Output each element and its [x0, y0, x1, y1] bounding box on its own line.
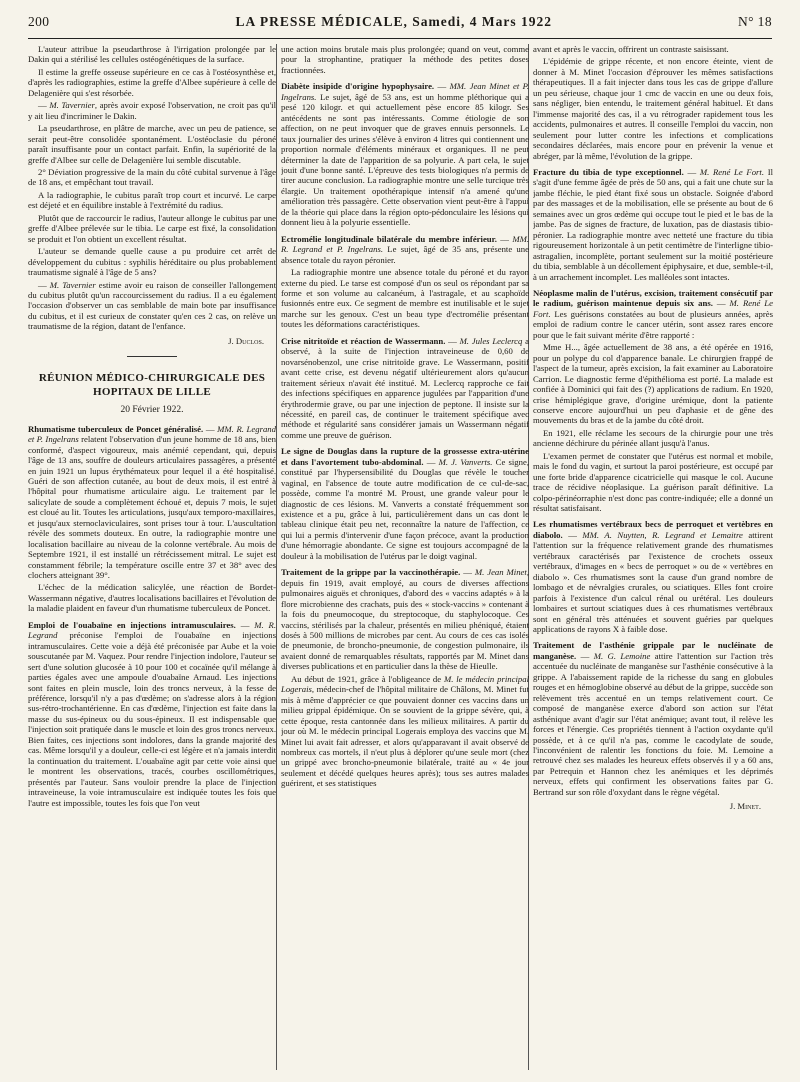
author: M. R. Legrand	[28, 619, 276, 641]
article-heading: Le signe de Douglas dans la rupture de la grossesse extra-utérine et dans l'avortement tubo-abdominal.	[281, 446, 529, 467]
paragraph: Plutôt que de raccourcir le radius, l'auteur allonge le cubitus par une greffe d'Albee prélevée sur le tibia. Le carpe est fixé, la consolidation se produit et l'on obtient un excellent résultat.	[28, 212, 276, 244]
article: Les rhumatismes vertébraux becs de perroquet et vertèbres en diabolo. — MM. A. Nuytten, R. Legrand et Lemaitre attirent l'attention sur la fréquence relativement grande des rhumatismes vertébraux caractérisés par l'existence de crochets osseux vertébraux, d'images en « becs de perroquet » ou de « vertèbres en diabolo ». Ces rhumatismes sont la cause d'un grand nombre de lombago et de névralgies crurales, ou sciatiques. Elles font croire parfois à l'existence d'un calcul rénal ou urétéral. Les douleurs lombaires et surtout sciatiques dues à ces rhumatismes vertébraux sont en général très atténuées et souvent guéries par quelques applications de rayons X à faible dose.	[533, 519, 773, 635]
column-2	[281, 44, 529, 1070]
article: Diabète insipide d'origine hypophysaire. — MM. Jean Minet et P. Ingelrans. Le sujet, âgé de 53 ans, est un homme pléthorique qui a pesé 120 kilogr. et qui actuellement pèse encore 85 kilogr. Ses antécédents ne sont pas intéressants. Comme étiologie de son affection, on ne peut invoquer que de graves ennuis personnels. Le taux journalier des urines s'élève à environ 4 litres qui contiennent une proportion normale d'éléments minéraux et organiques. Il ne peut déterminer la date de l'apparition de sa polyurie. A part cela, le sujet jouit d'une bonne santé. L'épreuve des tests biologiques n'a permis de tirer aucune conclusion. La radiographie montre une selle turcique très élargie. Un traitement opothérapique intensif n'a amené qu'une amélioration très passagère. Cette observation vient peut-être à l'appui de la théorie qui place dans la région opto-pédonculaire les lésions qui donnent lieu à la polyurie essentielle.	[281, 81, 529, 228]
paragraph: une action moins brutale mais plus prolongée; quand on veut, comme pour la strophantine, pratiquer la méthode des petites doses fractionnées.	[281, 44, 529, 75]
article-heading: Emploi de l'ouabaïne en injections intramusculaires.	[28, 619, 236, 630]
text: estime avoir eu raison de conseiller l'allongement du cubitus plutôt qu'un raccourcissement du radius. Il a eu également l'occasion d'observer un cas semblable de main bote par insuffisance du cubitus, et il est curieux de constater qu'en ces 2 cas, on relève un traumatisme de la région, datant de l'enfance.	[28, 279, 276, 332]
article-heading: Fracture du tibia de type exceptionnel.	[533, 166, 684, 177]
issue-number: N° 18	[737, 14, 772, 29]
paragraph: L'auteur se demande quelle cause a pu produire cet arrêt de développement du cubitus : syphilis héréditaire ou plus probablement traumatisme signalé à l'âge de 5 ans?	[28, 246, 276, 278]
separator	[127, 356, 177, 357]
author: M. G. Lemoine	[593, 650, 651, 661]
article-heading: Diabète insipide d'origine hypophysaire.	[281, 81, 435, 92]
section-title: RÉUNION MÉDICO-CHIRURGICALE DES HOPITAUX DE LILLE	[38, 372, 266, 399]
paragraph: La radiographie montre une absence totale du péroné et du rayon externe du pied. Le tarse est composé d'un os seul os répondant par sa forme et son volume au calcanéum, à l'astragale, et au scaphoïde fusionnés entre eux. Ce segment de membre est inutilisable et le sujet marche sur les genoux. C'est un beau type d'ectromélie présentant toutes les déformations caractéristiques.	[281, 267, 529, 330]
article: Traitement de la grippe par la vaccinothérapie. — M. Jean Minet, depuis fin 1919, avait employé, au cours de diverses affections pulmonaires aiguës et chroniques, d'abord des « vaccins adaptés » à la flore microbienne des crachats, puis des « stock-vaccins » contenant à la fois du pneumocoque, du streptocoque, du staphylocoque. Ces vaccins, stérilisés par la chaleur, présentés en milieu phéniqué, étaient dosés à 500 millions de microbes par cent. Au cours de ces cas isolés de pneumonie, de broncho-pneumonie, de congestion pulmonaire, ils avaient donné de remarquables résultats, rapportés par M. Minet dans diverses publications et en particulier dans la thèse de Hieulle.	[281, 567, 529, 672]
column-divider	[276, 44, 277, 1070]
paragraph: La pseudarthrose, en plâtre de marche, avec un peu de patience, se serait peut-être consolidée spontanément. L'ostéoclasie du péroné paraît insuffisante pour un contact parfait. Enfin, la supériorité de la greffe d'Albee sur celle de Delagenière lui semble discutable.	[28, 123, 276, 165]
paragraph	[281, 674, 529, 789]
article: Le signe de Douglas dans la rupture de la grossesse extra-utérine et dans l'avortement tubo-abdominal. — M. J. Vanverts. Ce signe, constitué par l'hypersensibilité du Douglas que révèle le toucher vaginal, en l'absence de toute autre modification de ce cul-de-sac, possède, comme l'a montré M. Proust, une grande valeur pour le diagnostic de ces lésions. M. Vanverts a constaté fréquemment son existence et a pu, grâce à lui, particulièrement dans un cas dont le tableau clinique était peu net, reconnaître la nature de l'affection, ce qui lui a permis d'intervenir d'une façon précoce, avant la production d'une hémorragie abondante. Ce signe est toujours accompagné de la douleur à la mobilisation de l'utérus par le doigt vaginal.	[281, 446, 529, 561]
text: Au début de 1921, grâce à l'obligeance de	[291, 673, 444, 684]
column-3	[533, 44, 773, 1070]
header-rule	[28, 38, 772, 39]
author: MM. R. Legrand et P. Ingelrans	[28, 423, 276, 445]
article-heading: Les rhumatismes vertébraux becs de perroquet et vertèbres en diabolo.	[533, 519, 773, 540]
article: Rhumatisme tuberculeux de Poncet généralisé. — MM. R. Legrand et P. Ingelrans relatent l'observation d'un jeune homme de 18 ans, bien conformé, d'aspect vigoureux, mais anémié cependant, qui, depuis l'âge de 13 ans, souffre de douleurs articulaires passagères, a présenté en juin 1921 un lupus érythémateux pour lequel il a été hospitalisé. Guéri de son affection cutanée, au bout de deux mois, il est entré à l'hôpital pour rhumatisme articulaire aigu. Le traitement par le salicylate de soude a complètement échoué et, depuis 7 mois, le sujet est cloué au lit. Toutes les articulations, jusqu'aux temporo-maxillaires, et jusqu'aux sternoclaviculaires, sont prises tour à tour. L'auscultation révèle des sommets douteux. En outre, la radiographie montre une localisation bacillaire au niveau de la colonne vertébrale. Au mois de Septembre 1921, il est installé un rétrécissement mitral. Le sujet est constamment fébrile; la température oscille entre 37 et 38° avec des clochers atteignant 39°.	[28, 423, 276, 581]
paragraph: A la radiographie, le cubitus paraît trop court et incurvé. Le carpe est déjeté et en équilibre instable à l'extrémité du radius.	[28, 189, 276, 211]
article-heading: Crise nitritoïde et réaction de Wassermann.	[281, 335, 446, 346]
text: a observé, à la suite de l'injection intraveineuse de 0,60 de novarsénobenzol, une crise nitritoïde grave. Le Wassermann, positif avant cette crise, est devenu négatif ultérieurement alors qu'aucun traitement sérieux n'avait été institué. M. Leclercq rapproche ce fait des infections spécifiques en apparence jugulées par l'apparition d'une érythrodermie grave, ou par une injection de peptone. Il insiste sur la nécessité, en pareil cas, de continuer le traitement spécifique avec méthode et régularité sans considérer jamais un Wassermann négatif comme une preuve de guérison.	[281, 335, 529, 440]
author: M. Jules Leclercq	[459, 335, 523, 346]
author: M. René Le Fort.	[699, 166, 765, 177]
paragraph: L'épidémie de grippe récente, et non encore éteinte, vient de donner à M. Minet l'occasion d'éprouver les mêmes satisfactions thérapeutiques. Il a fait injecter dans tous les cas de grippe d'allure un peu sérieuse, chaque jour 1 cmc de vaccin en une ou deux fois, sans négliger, bien entendu, le traitement général habituel. Et dans l'immense majorité des cas, il a vu rétrograder rapidement tous les accidents, pulmonaires et autres. Il conseille l'emploi du vaccin, non seulement pour lutter contre les infections et complications secondaires déclarées, mais encore pour en prévenir la venue et abréger, par là même, l'évolution de la grippe.	[533, 56, 773, 161]
masthead: LA PRESSE MÉDICALE, Samedi, 4 Mars 1922	[235, 14, 552, 29]
paragraph: — M. Tavernier estime avoir eu raison de conseiller l'allongement du cubitus plutôt qu'un raccourcissement du radius. Il a eu également l'occasion d'observer un cas semblable de main bote par insuffisance du cubitus, et il est curieux de constater qu'en ces 2 cas, on relève un traumatisme de la région, datant de l'enfance.	[28, 279, 276, 332]
paragraph: 2° Déviation progressive de la main du côté cubital survenue à l'âge de 18 ans, et empêchant tout travail.	[28, 166, 276, 188]
article-heading: Traitement de la grippe par la vaccinothérapie.	[281, 567, 461, 578]
author: M. le médecin principal Logerais	[281, 673, 529, 695]
page-number: 200	[28, 14, 50, 29]
author: MM. A. Nuytten, R. Legrand et Lemaitre	[582, 529, 743, 540]
article-heading: Rhumatisme tuberculeux de Poncet généralisé.	[28, 423, 204, 434]
text: relatent l'observation d'un jeune homme de 18 ans, bien conformé, d'aspect vigoureux, mais anémié cependant, qui, depuis l'âge de 13 ans, souffre de douleurs articulaires passagères, a présenté en juin 1921 un lupus érythémateux pour lequel il a été hospitalisé. Guéri de son affection cutanée, au bout de deux mois, il est entré à l'hôpital pour rhumatisme articulaire aigu. Le traitement par le salicylate de soude a complètement échoué et, depuis 7 mois, le sujet est cloué au lit. Toutes les articulations, jusqu'aux temporo-maxillaires, et jusqu'aux sternoclaviculaires, sont prises tour à tour. L'auscultation révèle des sommets douteux. En outre, la radiographie montre une localisation bacillaire au niveau de la colonne vertébrale. Au mois de Septembre 1921, il est installé un rétrécissement mitral. Le sujet est constamment fébrile; la température oscille entre 37 et 38° avec des clochers atteignant 39°.	[28, 434, 276, 581]
text: , après avoir exposé l'observation, ne croit pas qu'il y ait lieu d'incriminer le Dakin.	[28, 100, 276, 121]
column-1	[28, 44, 276, 1070]
text: attirent l'attention sur la fréquence relativement grande des rhumatismes vertébraux caractérisés par l'existence de crochets osseux vertébraux, d'images en « becs de perroquet » ou de « vertèbres en diabolo ». Ces rhumatismes sont la cause d'un grand nombre de lombago et de névralgies crurales, ou sciatiques. Elles font croire parfois à l'existence d'un calcul rénal ou urétéral. Les douleurs lombaires et surtout sciatiques dues à ces rhumatismes vertébraux sont en général très atténuées et souvent guéries par quelques applications de rayons X à faible dose.	[533, 529, 773, 635]
text: Ce signe, constitué par l'hypersensibilité du Douglas que révèle le toucher vaginal, en l'absence de toute autre modification de ce cul-de-sac, possède, comme l'a montré M. Proust, une grande valeur pour le diagnostic de ces lésions. M. Vanverts a constaté fréquemment son existence et a pu, grâce à lui, particulièrement dans un cas dont le tableau clinique était peu net, reconnaître la nature de l'affection, ce qui lui a permis d'intervenir d'une façon précoce, avant la production d'une hémorragie abondante. Ce signe est toujours accompagné de la douleur à la mobilisation de l'utérus par le doigt vaginal.	[281, 456, 529, 561]
paragraph: Il estime la greffe osseuse supérieure en ce cas à l'ostéosynthèse et, d'après les radiographies, estime la greffe d'Albee supérieure à celle de Delagenière qui s'est résorbée.	[28, 66, 276, 98]
article-heading: Néoplasme malin de l'utérus, excision, traitement consécutif par le radium, guérison maintenue depuis six ans.	[533, 287, 773, 309]
author: MM. Jean Minet et P. Ingelrans.	[281, 81, 529, 102]
paragraph: En 1921, elle réclame les secours de la chirurgie pour une très ancienne déchirure du périnée allant jusqu'à l'anus.	[533, 427, 773, 449]
article-heading: Ectromélie longitudinale bilatérale du membre inférieur.	[281, 233, 497, 244]
signature: J. Minet.	[729, 801, 761, 812]
article: Emploi de l'ouabaïne en injections intramusculaires. — M. R. Legrand préconise l'emploi de l'ouabaïne en injections intramusculaires. Cette voie a déjà été préconisée par Aube et la voie souscutanée par M. Vaquez. Pour rendre l'injection indolore, l'auteur se sert d'une solution glucosée à 10 pour 100 et cocaïnée qu'il mélange à parties égales avec une ampoule d'ouabaïne Arnaud. Les injections sont faites en plein muscle, loin des troncs nerveux, à la fesse de préférence, lorsqu'il n'y a pas d'œdème; on s'adresse alors à la région sus-rétro-trochantérienne. En cas d'œdème, l'injection est faite dans la masse du sus-épineux ou du sous-épineux. Il est indispensable que l'injection soit pratiquée dans le muscle et loin des gros troncs nerveux. Bien faites, ces injections sont indolores, dans la grande majorité des cas. Même lorsqu'il y a douleur, celle-ci est légère et n'a jamais interdit la continuation du traitement. L'ouabaïne agit par cette voie ainsi que le montrent les observations, tracés, courbes oscillométriques, présentés par l'auteur. Sans vouloir prendre la place de l'injection intraveineuse, la voie intramusculaire est indiquée toutes les fois que l'autre est impossible, toutes les fois que l'on veut	[28, 619, 276, 808]
paragraph: — M. Tavernier, après avoir exposé l'observation, ne croit pas qu'il y ait lieu d'incriminer le Dakin.	[28, 100, 276, 121]
article: Crise nitritoïde et réaction de Wassermann. — M. Jules Leclercq a observé, à la suite de l'injection intraveineuse de 0,60 de novarsénobenzol, une crise nitritoïde grave. Le Wassermann, positif avant cette crise, est devenu négatif ultérieurement alors qu'aucun traitement sérieux n'avait été institué. M. Leclercq rapproche ce fait des infections spécifiques en apparence jugulées par l'apparition d'une érythrodermie grave, ou par une injection de peptone. Il insiste sur la nécessité, en pareil cas, de continuer le traitement spécifique avec méthode et régularité sans considérer jamais un Wassermann négatif comme une preuve de guérison.	[281, 335, 529, 440]
text: préconise l'emploi de l'ouabaïne en injections intramusculaires. Cette voie a déjà été préconisée par Aube et la voie souscutanée par M. Vaquez. Pour rendre l'injection indolore, l'auteur se sert d'une solution glucosée à 10 pour 100 et cocaïnée qu'il mélange à parties égales avec une ampoule d'ouabaïne Arnaud. Les injections sont faites en plein muscle, loin des troncs nerveux, à la fesse de préférence, lorsqu'il n'y a pas d'œdème; on s'adresse alors à la région sus-rétro-trochantérienne. En cas d'œdème, l'injection est faite dans la masse du sus-épineux ou du sous-épineux. Il est indispensable que l'injection soit pratiquée dans le muscle et loin des gros troncs nerveux. Bien faites, ces injections sont indolores, dans la grande majorité des cas. Même lorsqu'il y a douleur, celle-ci est légère et n'a jamais interdit la continuation du traitement. L'ouabaïne agit par cette voie ainsi que le montrent les observations, tracés, courbes oscillométriques, présentés par l'auteur. Sans vouloir prendre la place de l'injection intraveineuse, la voie intramusculaire est indiquée toutes les fois que l'autre est impossible, toutes les fois que l'on veut	[28, 630, 276, 808]
author: MM. R. Legrand et P. Ingelrans.	[281, 233, 529, 255]
text: , depuis fin 1919, avait employé, au cours de diverses affections pulmonaires aiguës et chroniques, d'abord des « vaccins adaptés » à la flore microbienne des crachats, puis des « stock-vaccins » contenant à la fois du pneumocoque, du streptocoque, du staphylocoque. Ces vaccins, stérilisés par la chaleur, présentés en milieu phéniqué, étaient dosés à 500 millions de microbes par cent. Au cours de ces cas isolés de pneumonie, de broncho-pneumonie, de congestion pulmonaire, ils avaient donné de remarquables résultats, rapportés par M. Minet dans diverses publications et en particulier dans la thèse de Hieulle.	[281, 567, 529, 672]
article: Néoplasme malin de l'utérus, excision, traitement consécutif par le radium, guérison maintenue depuis six ans. — M. René Le Fort. Les guérisons constatées au bout de plusieurs années, après emploi de radium contre le cancer utérin, sont assez rares encore pour que le fait suivant mérite d'être rapporté :	[533, 287, 773, 340]
section-date: 20 Février 1922.	[120, 405, 184, 416]
article: Traitement de l'asthénie grippale par le nucléinate de manganèse. — M. G. Lemoine attire l'attention sur l'action très accentuée du nucléinate de manganèse sur l'asthénie consécutive à la grippe. A l'abaissement rapide de la richesse du sang en globules rouges et en hémoglobine observé au début de la grippe, succède son relèvement très accentué en un temps relativement court. Ce composé de manganèse exerce d'abord son action sur l'état asthénique avant d'agir sur l'état anémique; avant tout, il relève les forces et l'énergie. Ces propriétés tiennent à l'action oxydante qu'il possède, et à ce qu'il n'a pas, comme le cacodylate de soude, l'inconvénient de ralentir les fonctions du foie. M. Lemoine a retrouvé chez ses malades les heureux effets observés il y a 60 ans, par Petrequin et Hannon chez les anémiques et les déprimés nerveux, effets qui confirment les observations faites par G. Bertrand sur son rôle d'oxydant dans le règne végétal.	[533, 640, 773, 797]
paragraph: L'examen permet de constater que l'utérus est normal et mobile, mais le fond du vagin, et surtout la paroi postérieure, est occupé par une forte bride d'apparence cicatricielle qui masque le col. Aucune trace de récidive néoplasique. La guérison paraît définitive. La colpo-périnéorraphie n'est donc pas contre-indiquée; elle a donné un résultat satisfaisant.	[533, 450, 773, 514]
text: , médecin-chef de l'hôpital militaire de Châlons, M. Minet fut mis à même d'apprécier ce que pouvaient donner ces vaccins dans un milieu grippal épidémique. On se souvient de la grippe sévère, qui, à cette époque, resta cantonnée dans les milieux militaires. A partir du jour où M. le médecin principal Logerais employa des vaccins que M. Minet lui avait fait adresser, et alors qu'apparavant il avait observé de nombreux cas mortels, il n'eut plus à déplorer qu'une seule mort (chez un grippé avec broncho-pneumonie bilatérale, traité au « 4e jour seulement et décédé quelques heures après); tous ses autres malades guérirent, et ses statistiques	[281, 684, 529, 789]
author: M. Tavernier	[49, 100, 95, 111]
author: M. Tavernier	[49, 279, 96, 290]
paragraph: L'échec de la médication salicylée, une réaction de Bordet-Wassermann négative, d'autres localisations bacillaires et l'évolution de la maladie plaident en faveur d'un rhumatisme tuberculeux de Poncet.	[28, 582, 276, 614]
author: M. J. Vanverts.	[438, 456, 493, 467]
text: Il s'agit d'une femme âgée de près de 50 ans, qui a fait une chute sur la jambe fléchie, le pied étant fixé sous un obstacle. Soignée d'abord par des massages et de la mobilisation, elle se présente au bout de 6 semaines avec un gros œdème qui occupe tout le pied et le bas de la jambe. Pas de signes de fracture, de luxation, pas de diastasis tibio-péronier. La radiographie montre avec netteté une fracture du tibia rigoureusement horizontale à un petit centimètre de l'interligne tibio-astragalien, incomplète, portant seulement sur la moitié postérieure du tibia, semblable à un décollement épiphysaire, et due, semble-t-il, à un arrachement incomplet. Les malléoles sont intactes.	[533, 166, 773, 282]
text: Le sujet, âgé de 35 ans, présente une absence totale du rayon péronier.	[281, 244, 529, 265]
text: attire l'attention sur l'action très accentuée du nucléinate de manganèse sur l'asthénie consécutive à la grippe. A l'abaissement rapide de la richesse du sang en globules rouges et en hémoglobine observé au début de la grippe, succède son relèvement très accentué en un temps relativement court. Ce composé de manganèse exerce d'abord son action sur l'état asthénique avant d'agir sur l'état anémique; avant tout, il relève les forces et l'énergie. Ces propriétés tiennent à l'action oxydante qu'il possède, et à ce qu'il n'a pas, comme le cacodylate de soude, l'inconvénient de ralentir les fonctions du foie. M. Lemoine a retrouvé chez ses malades les heureux effets observés il y a 60 ans, par Petrequin et Hannon chez les anémiques et les déprimés nerveux, effets qui confirment les observations faites par G. Bertrand sur son rôle d'oxydant dans le règne végétal.	[533, 650, 773, 797]
text: Le sujet, âgé de 53 ans, est un homme pléthorique qui a pesé 120 kilogr. et qui actuellement pèse encore 85 kilogr. Ses antécédents ne sont pas intéressants. Comme étiologie de son affection, on ne peut invoquer que de graves ennuis personnels. Le taux journalier des urines s'élève à environ 4 litres qui contiennent une proportion normale d'éléments minéraux et organiques. Il ne peut déterminer la date de l'apparition de sa polyurie. A part cela, le sujet jouit d'une bonne santé. L'épreuve des tests biologiques n'a permis de tirer aucune conclusion. La radiographie montre une selle turcique très élargie. Un traitement opothérapique intensif n'a amené qu'une amélioration très passagère. Cette observation vient peut-être à l'appui de la théorie qui place dans la région opto-pédonculaire les lésions qui donnent lieu à la polyurie essentielle.	[281, 91, 529, 228]
article: Fracture du tibia de type exceptionnel. — M. René Le Fort. Il s'agit d'une femme âgée de près de 50 ans, qui a fait une chute sur la jambe fléchie, le pied étant fixé sous un obstacle. Soignée d'abord par des massages et de la mobilisation, elle se présente au bout de 6 semaines avec un gros œdème qui occupe tout le pied et le bas de la jambe. Pas de signes de fracture, de luxation, pas de diastasis tibio-péronier. La radiographie montre avec netteté une fracture du tibia rigoureusement horizontale à un petit centimètre de l'interligne tibio-astragalien, incomplète, portant seulement sur la moitié postérieure du tibia, semblable à un décollement épiphysaire, et due, semble-t-il, à un arrachement incomplet. Les malléoles sont intactes.	[533, 166, 773, 282]
author: M. Jean Minet	[474, 567, 527, 578]
article-heading: Traitement de l'asthénie grippale par le nucléinate de manganèse.	[533, 640, 773, 661]
text: Les guérisons constatées au bout de plusieurs années, après emploi de radium contre le cancer utérin, sont assez rares encore pour que le fait suivant mérite d'être rapporté :	[533, 308, 773, 340]
paragraph: avant et après le vaccin, offrirent un contraste saisissant.	[533, 44, 729, 54]
signature: J. Duclos.	[228, 335, 264, 346]
paragraph: Mme H..., âgée actuellement de 38 ans, a été opérée en 1916, pour un polype du col d'apparence banale. Le chirurgien frappé de l'aspect de la tumeur, après excision, la fait examiner au Laboratoire Carrion. Le diagnostic ferme d'épithélioma est porté. La malade est confiée à Dominici qui fait des (?) applications de radium. En 1920, crise hémiplégique grave, d'origine urémique, dont la patiente conserve encore aujourd'hui un peu d'aphasie et de gêne des mouvements du bras et de la jambe du côté droit.	[533, 342, 773, 426]
author: M. René Le Fort.	[533, 298, 773, 319]
article: Ectromélie longitudinale bilatérale du membre inférieur. — MM. R. Legrand et P. Ingelrans. Le sujet, âgé de 35 ans, présente une absence totale du rayon péronier.	[281, 233, 529, 265]
paragraph: L'auteur attribue la pseudarthrose à l'irrigation prolongée par le Dakin qui a stérilisé les cellules ostéogénétiques de la surface.	[28, 44, 276, 65]
page-header	[28, 14, 772, 36]
